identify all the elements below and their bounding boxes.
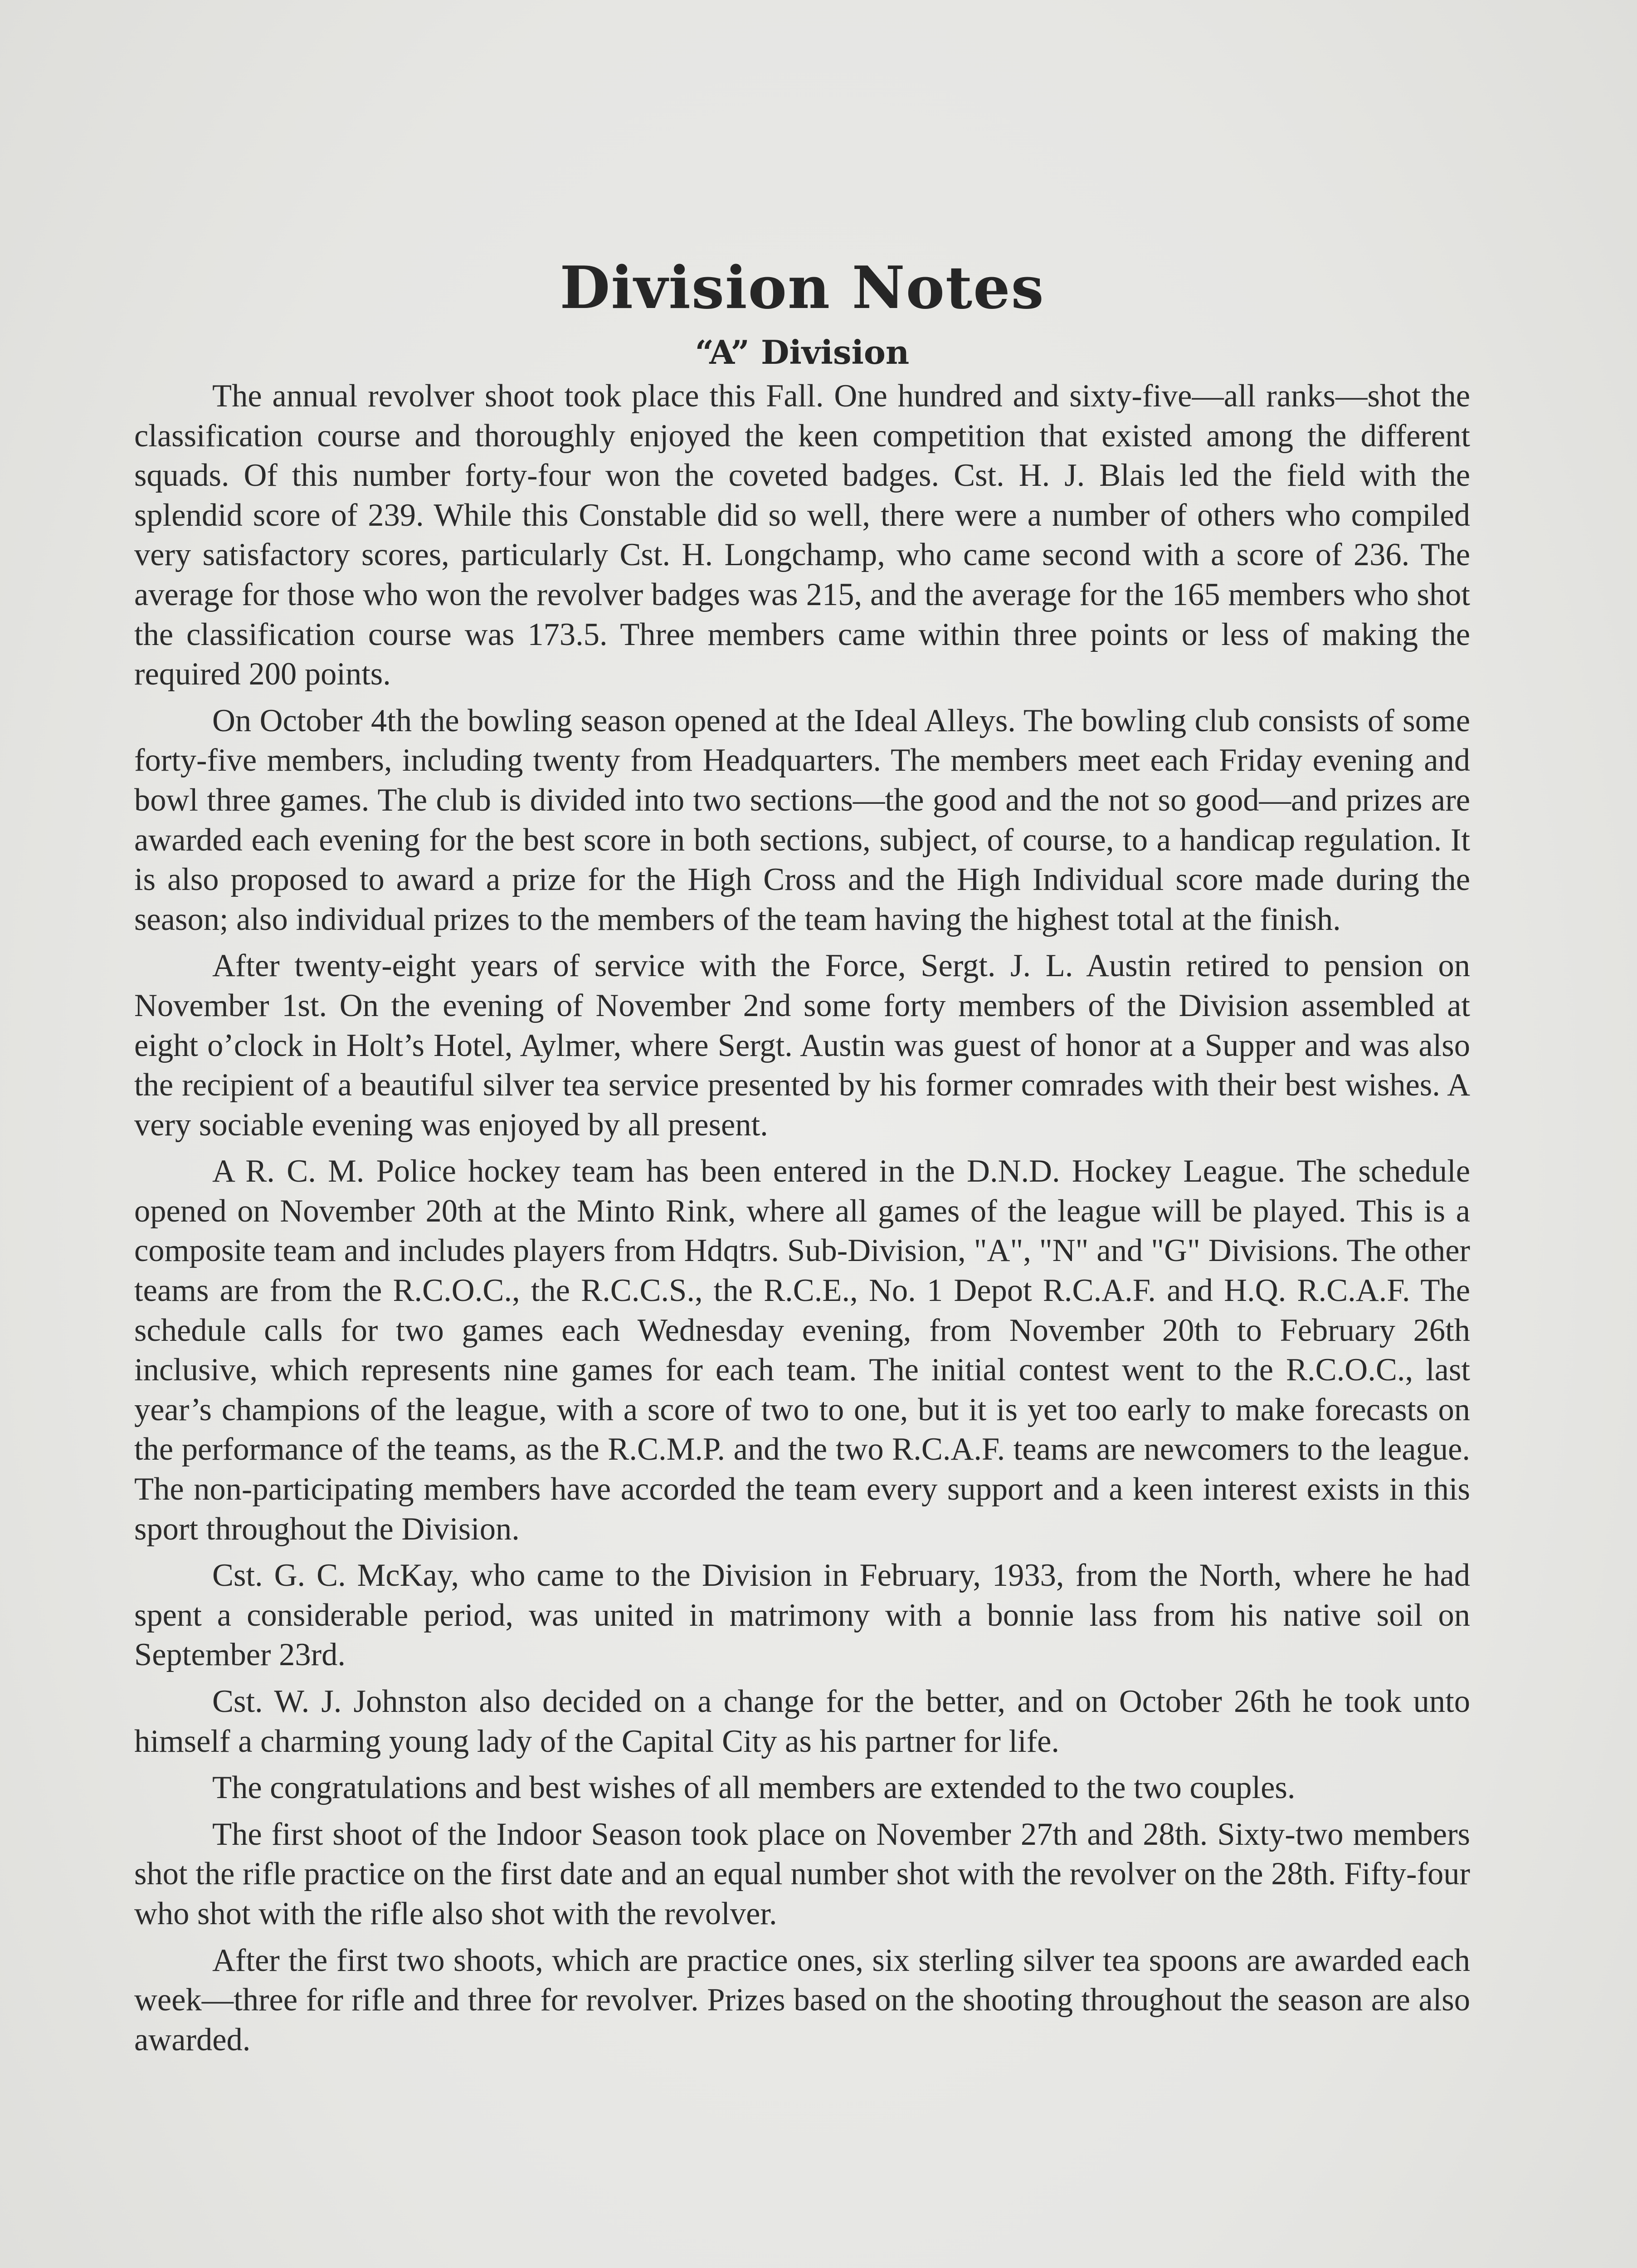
paragraph-prizes: After the first two shoots, which are practice ones, six sterling silver tea spoons are awarded each week—three for rifle and three for revolver. Prizes based on the shooting throughout the season are also awarded. [134, 1942, 1470, 2058]
article-body [134, 254, 1470, 2067]
paragraph-indoor-shoot: The first shoot of the Indoor Season took place on November 27th and 28th. Sixty-two members shot the rifle practice on the first date and an equal number shot with the revolver on the 28th. Fifty-four who shot with the rifle also shot with the revolver. [134, 1816, 1470, 1931]
paragraph-retirement: After twenty-eight years of service with the Force, Sergt. J. L. Austin retired to pension on November 1st. On the evening of November 2nd some forty members of the Division assembled at eight o’clock in Holt’s Hotel, Aylmer, where Sergt. Austin was guest of honor at a Supper and was also the recipient of a beautiful silver tea service presented by his former comrades with their best wishes. A very sociable evening was enjoyed by all present. [134, 948, 1470, 1143]
section-heading: “A” Division [695, 333, 910, 371]
paragraph-johnston: Cst. W. J. Johnston also decided on a change for the better, and on October 26th he took unto himself a charming young lady of the Capital City as his partner for life. [134, 1684, 1470, 1759]
paragraph-congratulations: The congratulations and best wishes of all members are extended to the two couples. [212, 1770, 1296, 1806]
page-title: Division Notes [560, 254, 1045, 322]
paragraph-revolver-shoot: The annual revolver shoot took place this Fall. One hundred and sixty-five—all ranks—shot the classification course and thoroughly enjoyed the keen competition that existed among the different squads. Of this number forty-four won the coveted badges. Cst. H. J. Blais led the field with the splendid score of 239. While this Constable did so well, there were a number of others who compiled very satisfactory scores, particularly Cst. H. Longchamp, who came second with a score of 236. The average for those who won the revolver badges was 215, and the average for the 165 members who shot the classification course was 173.5. Three members came within three points or less of making the required 200 points. [134, 378, 1470, 692]
paragraph-hockey: A R. C. M. Police hockey team has been entered in the D.N.D. Hockey League. The schedule opened on November 20th at the Minto Rink, where all games of the league will be played. This is a composite team and includes players from Hdqtrs. Sub-Division, "A", "N" and "G" Divisions. The other teams are from the R.C.O.C., the R.C.C.S., the R.C.E., No. 1 Depot R.C.A.F. and H.Q. R.C.A.F. The schedule calls for two games each Wednesday evening, from November 20th to February 26th inclusive, which represents nine games for each team. The initial contest went to the R.C.O.C., last year’s champions of the league, with a score of two to one, but it is yet too early to make forecasts on the performance of the teams, as the R.C.M.P. and the two R.C.A.F. teams are newcomers to the league. The non-participating members have accorded the team every support and a keen interest exists in this sport throughout the Division. [134, 1154, 1470, 1547]
paragraph-mckay: Cst. G. C. McKay, who came to the Division in February, 1933, from the North, where he had spent a considerable period, was united in matrimony with a bonnie lass from his native soil on September 23rd. [134, 1558, 1470, 1673]
paragraph-bowling: On October 4th the bowling season opened at the Ideal Alleys. The bowling club consists of some forty-five members, including twenty from Headquarters. The members meet each Friday evening and bowl three games. The club is divided into two sections—the good and the not so good—and prizes are awarded each evening for the best score in both sections, subject, of course, to a handicap regulation. It is also proposed to award a prize for the High Cross and the High Individual score made during the season; also individual prizes to the members of the team having the highest total at the finish. [134, 703, 1470, 937]
